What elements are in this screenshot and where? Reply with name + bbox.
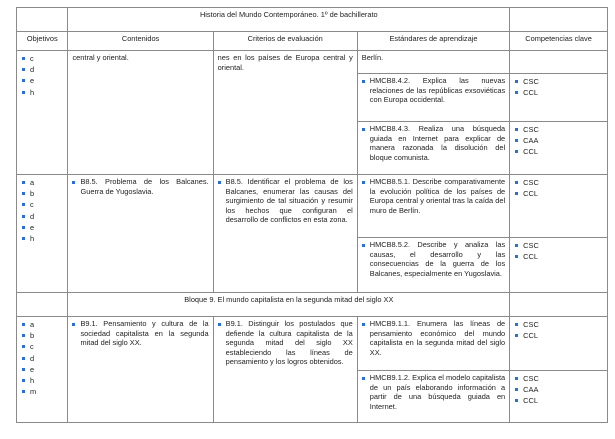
competencia-item: CCL bbox=[514, 146, 603, 157]
block1-estandar-2 bbox=[357, 74, 509, 122]
block2-competencias-2 bbox=[510, 238, 608, 293]
contenido-text: B8.5. Problema de los Balcanes. Guerra de Yugoslavia. bbox=[72, 177, 208, 196]
block1-competencias-3 bbox=[510, 122, 608, 175]
block1-objetivos bbox=[17, 51, 68, 175]
competencia-item: CCL bbox=[514, 188, 603, 199]
objetivo-item: h bbox=[21, 375, 63, 386]
curriculum-table bbox=[16, 7, 608, 423]
contenido-text: central y oriental. bbox=[72, 53, 129, 62]
block2-objetivos bbox=[17, 175, 68, 293]
objetivo-item: h bbox=[21, 233, 63, 244]
competencia-item: CSC bbox=[514, 240, 603, 251]
objetivo-item: h bbox=[21, 87, 63, 98]
block2-estandar-2 bbox=[357, 238, 509, 293]
block3-contenido bbox=[68, 317, 213, 423]
competencia-item: CSC bbox=[514, 76, 603, 87]
competencia-item: CCL bbox=[514, 251, 603, 262]
header-competencias: Competencias clave bbox=[510, 32, 608, 51]
estandar-text: HMCB9.1.1. Enumera las líneas de pensamiento económico del mundo capitalista en la segunda mitad del siglo XX. bbox=[362, 319, 505, 357]
header-estandares: Estándares de aprendizaje bbox=[357, 32, 509, 51]
block1-competencias-2 bbox=[510, 74, 608, 122]
block3-criterio bbox=[213, 317, 357, 423]
objetivo-item: e bbox=[21, 75, 63, 86]
estandar-text: HMCB8.4.3. Realiza una búsqueda guiada en Internet para explicar de manera razonada la disolución del bloque comunista. bbox=[362, 124, 505, 162]
estandar-text: HMCB8.5.1. Describe comparativamente la evolución política de los países de Europa central y oriental tras la caída del muro de Berlín. bbox=[362, 177, 505, 215]
block1-estandar-3 bbox=[357, 122, 509, 175]
block1-competencias-1 bbox=[510, 51, 608, 74]
header-criterios: Criterios de evaluación bbox=[213, 32, 357, 51]
header-contenidos: Contenidos bbox=[68, 32, 213, 51]
objetivo-item: a bbox=[21, 319, 63, 330]
block3-estandar-1 bbox=[357, 317, 509, 371]
estandar-text: Berlín. bbox=[361, 53, 384, 62]
objetivo-item: e bbox=[21, 222, 63, 233]
objetivo-item: d bbox=[21, 211, 63, 222]
criterio-text: nes en los países de Europa central y oriental. bbox=[217, 53, 353, 72]
competencia-item: CAA bbox=[514, 384, 603, 395]
objetivo-item: c bbox=[21, 199, 63, 210]
objetivo-item: c bbox=[21, 53, 63, 64]
objetivo-item: b bbox=[21, 330, 63, 341]
block1-contenido bbox=[68, 51, 213, 175]
estandar-text: HMCB8.5.2. Describe y analiza las causas, el desarrollo y las consecuencias de la guerra de los Balcanes, especialmente en Yugoslavia. bbox=[362, 240, 505, 278]
criterio-text: B9.1. Distinguir los postulados que defiende la cultura capitalista de la segunda mitad del siglo XX estableciendo las líneas de pensamiento y los logros obtenidos. bbox=[218, 319, 353, 367]
competencia-item: CSC bbox=[514, 124, 603, 135]
block2-competencias-1 bbox=[510, 175, 608, 238]
objetivo-item: b bbox=[21, 188, 63, 199]
block2-contenido bbox=[68, 175, 213, 293]
block3-competencias-2 bbox=[510, 371, 608, 423]
estandar-text: HMCB9.1.2. Explica el modelo capitalista de un país elaborando información a partir de una búsqueda guiada en Internet. bbox=[362, 373, 505, 411]
criterio-text: B8.5. Identificar el problema de los Balcanes, enumerar las causas del surgimiento de tal situación y resumir los hechos que configuran el desarrollo de conflictos en esta zona. bbox=[218, 177, 353, 225]
objetivo-item: e bbox=[21, 364, 63, 375]
competencia-item: CCL bbox=[514, 395, 603, 406]
block1-criterio bbox=[213, 51, 357, 175]
competencia-item: CCL bbox=[514, 87, 603, 98]
competencia-item: CSC bbox=[514, 177, 603, 188]
block1-estandar-1 bbox=[357, 51, 509, 74]
block3-objetivos bbox=[17, 317, 68, 423]
block2-criterio bbox=[213, 175, 357, 293]
estandar-text: HMCB8.4.2. Explica las nuevas relaciones de las repúblicas exsoviéticas con Europa occidental. bbox=[362, 76, 505, 105]
competencia-item: CAA bbox=[514, 135, 603, 146]
band-empty-left bbox=[17, 293, 68, 317]
block3-competencias-1 bbox=[510, 317, 608, 371]
objetivo-item: m bbox=[21, 386, 63, 397]
table-title: Historia del Mundo Contemporáneo. 1º de bachillerato bbox=[68, 8, 510, 32]
competencia-item: CCL bbox=[514, 330, 603, 341]
empty-corner-right bbox=[510, 8, 608, 32]
competencia-item: CSC bbox=[514, 373, 603, 384]
header-objetivos: Objetivos bbox=[17, 32, 68, 51]
objetivo-item: a bbox=[21, 177, 63, 188]
competencia-item: CSC bbox=[514, 319, 603, 330]
empty-corner-left bbox=[17, 8, 68, 32]
block3-estandar-2 bbox=[357, 371, 509, 423]
band-empty-right bbox=[510, 293, 608, 317]
section-band-title: Bloque 9. El mundo capitalista en la segunda mitad del siglo XX bbox=[68, 293, 510, 317]
contenido-text: B9.1. Pensamiento y cultura de la sociedad capitalista en la segunda mitad del siglo XX. bbox=[72, 319, 208, 348]
block2-estandar-1 bbox=[357, 175, 509, 238]
objetivo-item: d bbox=[21, 353, 63, 364]
objetivo-item: d bbox=[21, 64, 63, 75]
objetivo-item: c bbox=[21, 341, 63, 352]
